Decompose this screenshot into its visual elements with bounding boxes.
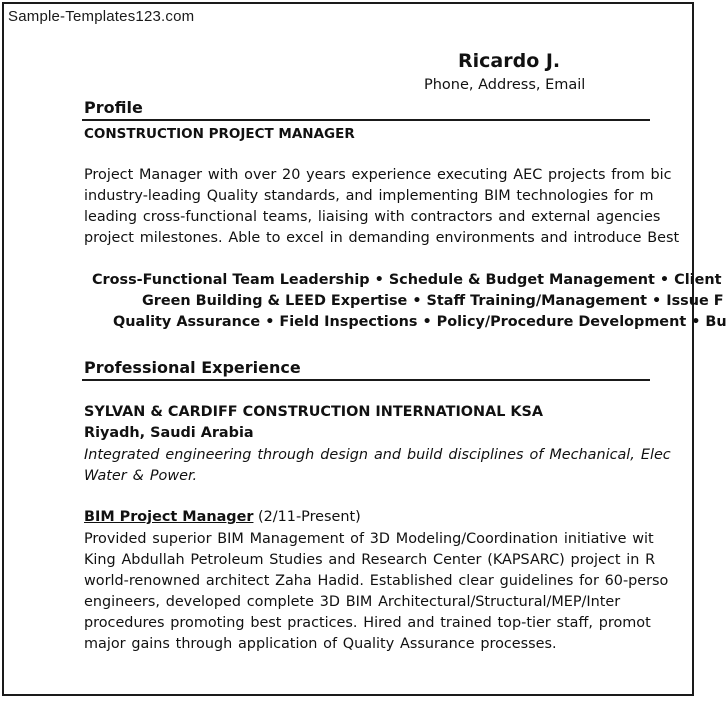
skills-line: Cross-Functional Team Leadership • Schedule & Budget Management • Client — [92, 272, 722, 288]
role-description — [84, 529, 669, 655]
role-line: Provided superior BIM Management of 3D Modeling/Coordination initiative wit — [84, 531, 654, 547]
description-line: Water & Power. — [84, 468, 198, 484]
contact-line: Phone, Address, Email — [424, 77, 586, 93]
role-header — [84, 509, 361, 525]
role-line: world-renowned architect Zaha Hadid. Established clear guidelines for 60-perso — [84, 573, 669, 589]
summary-line: project milestones. Able to excel in demanding environments and introduce Best — [84, 230, 680, 246]
resume-page — [2, 2, 727, 696]
company-name: SYLVAN & CARDIFF CONSTRUCTION INTERNATIONAL KSA — [84, 404, 544, 420]
summary-line: Project Manager with over 20 years experience executing AEC projects from bic — [84, 167, 672, 183]
summary-line: leading cross-functional teams, liaising with contractors and external agencies — [84, 209, 661, 225]
profile-rule — [82, 119, 650, 121]
experience-heading: Professional Experience — [84, 358, 301, 377]
skills-line: Quality Assurance • Field Inspections • Policy/Procedure Development • Bu — [113, 314, 727, 330]
profile-heading: Profile — [84, 98, 143, 117]
role-title: BIM Project Manager — [84, 509, 254, 525]
candidate-name: Ricardo J. — [458, 50, 561, 72]
company-description — [84, 445, 671, 487]
experience-rule — [82, 379, 650, 381]
role-line: major gains through application of Quality Assurance processes. — [84, 636, 557, 652]
profile-title: CONSTRUCTION PROJECT MANAGER — [84, 126, 355, 142]
skills-line: Green Building & LEED Expertise • Staff Training/Management • Issue F — [142, 293, 724, 309]
company-location: Riyadh, Saudi Arabia — [84, 425, 254, 441]
profile-summary — [84, 165, 680, 249]
role-dates: (2/11-Present) — [258, 509, 361, 525]
resume-content — [82, 46, 727, 696]
watermark: Sample-Templates123.com — [8, 8, 195, 25]
role-line: procedures promoting best practices. Hired and trained top-tier staff, promot — [84, 615, 651, 631]
description-line: Integrated engineering through design and build disciplines of Mechanical, Elec — [84, 447, 671, 463]
summary-line: industry-leading Quality standards, and implementing BIM technologies for m — [84, 188, 654, 204]
role-line: King Abdullah Petroleum Studies and Research Center (KAPSARC) project in R — [84, 552, 656, 568]
role-line: engineers, developed complete 3D BIM Architectural/Structural/MEP/Inter — [84, 594, 621, 610]
